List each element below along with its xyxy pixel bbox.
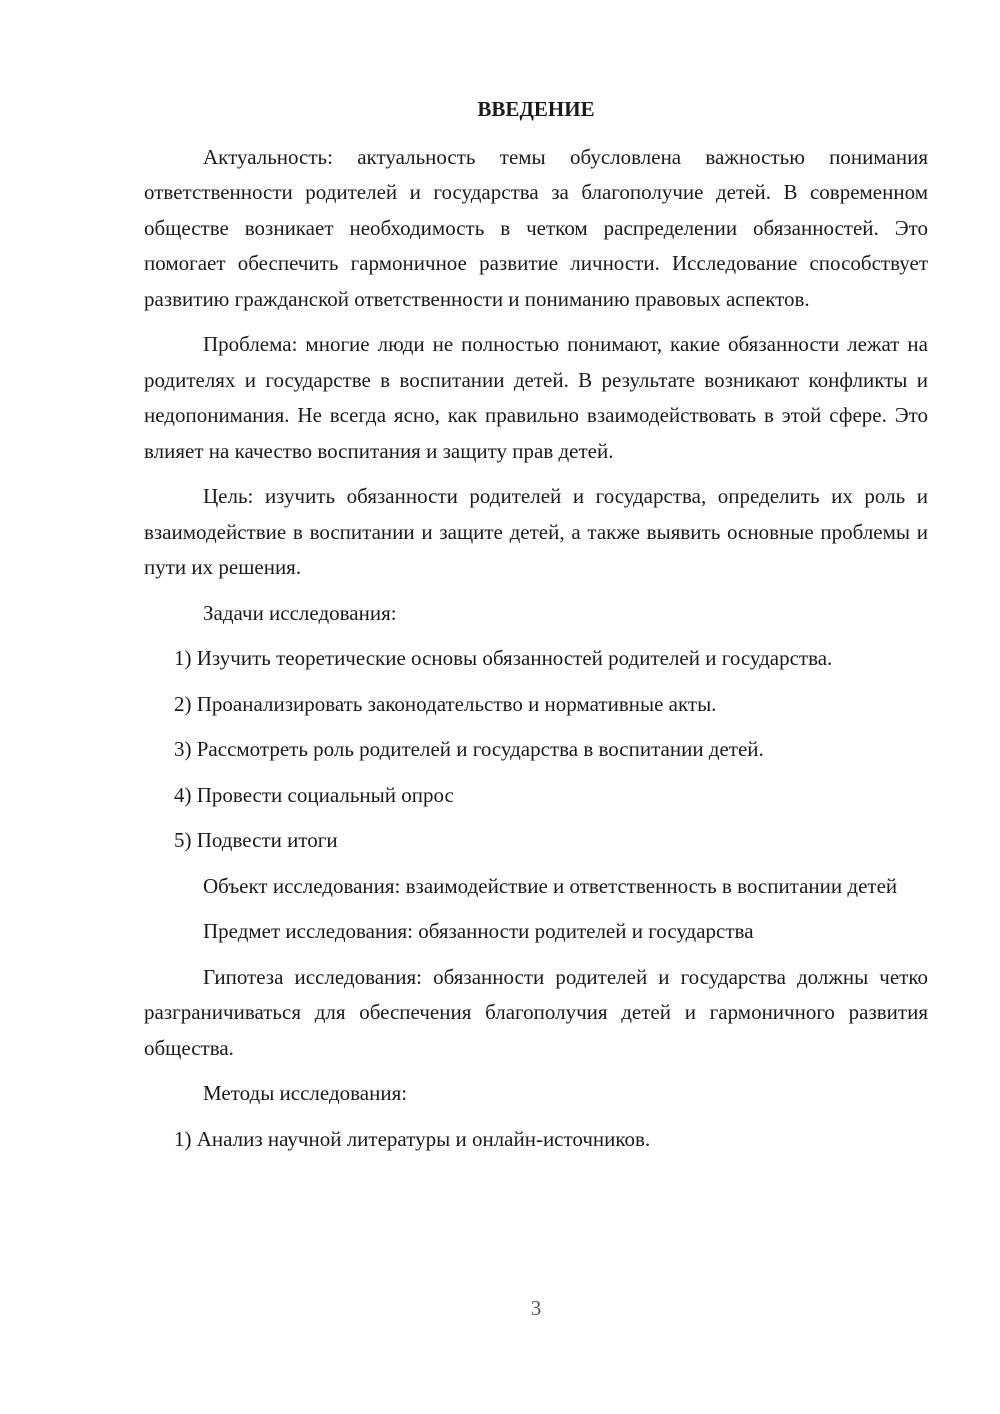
object-paragraph: Объект исследования: взаимодействие и ответственность в воспитании детей [203,873,898,898]
task-item-4: 4) Провести социальный опрос [174,782,454,807]
task-item-3: 3) Рассмотреть роль родителей и государства в воспитании детей. [174,737,764,761]
hypothesis-paragraph: Гипотеза исследования: обязанности родителей и государства должны четко разграничиваться для обеспечения благополучия детей и гармоничного развития общества. [144,964,928,1060]
goal-paragraph: Цель: изучить обязанности родителей и государства, определить их роль и взаимодействие в воспитании и защите детей, а также выявить основные проблемы и пути их решения. [144,484,928,579]
problem-paragraph: Проблема: многие люди не полностью понимают, какие обязанности лежат на родителях и государстве в воспитании детей. В результате возникают конфликты и недопонимания. Не всегда ясно, как правильно взаимодействовать в этой сфере. Это влияет на качество воспитания и защиту прав детей. [144,332,928,463]
task-item-1: 1) Изучить теоретические основы обязанностей родителей и государства. [174,646,833,670]
task-item-5: 5) Подвести итоги [174,828,338,852]
methods-heading: Методы исследования: [203,1081,408,1105]
relevance-paragraph: Актуальность: актуальность темы обусловлена важностью понимания ответственности родителей и государства за благополучие детей. В современном обществе возникает необходимость в четком распределении обязанностей. Это помогает обеспечить гармоничное развитие личности. Исследование способствует развитию гражданской ответственности и пониманию правовых аспектов. [144,144,928,311]
tasks-heading: Задачи исследования: [203,600,397,625]
document-page [144,92,928,1167]
task-item-2: 2) Проанализировать законодательство и нормативные акты. [174,691,717,716]
subject-paragraph: Предмет исследования: обязанности родителей и государства [203,919,754,943]
section-title: ВВЕДЕНИЕ [477,97,595,121]
method-item-1: 1) Анализ научной литературы и онлайн-источников. [174,1126,651,1151]
page-number: 3 [530,1296,542,1320]
